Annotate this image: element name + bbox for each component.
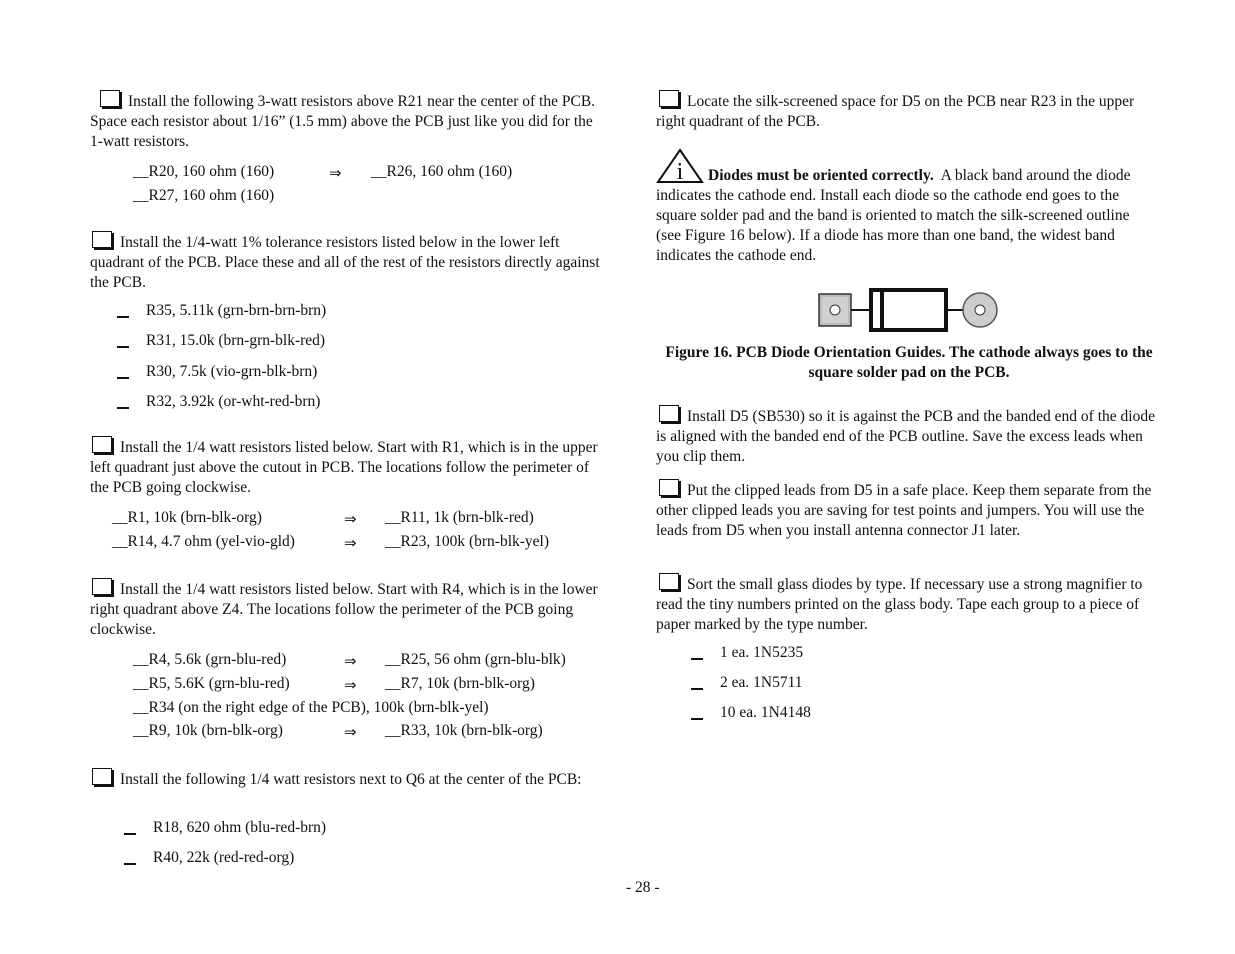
checkbox[interactable] <box>659 479 679 496</box>
arrow-icon: ⇒ <box>329 164 342 182</box>
list-item: __R5, 5.6K (grn-blu-red) <box>133 675 290 692</box>
svg-text:i: i <box>676 159 684 184</box>
checkbox[interactable] <box>659 90 679 107</box>
page-number: - 28 - <box>626 879 660 896</box>
list-item: __R11, 1k (brn-blk-red) <box>385 509 534 526</box>
list-item: 2 ea. 1N5711 <box>691 673 803 693</box>
arrow-icon: ⇒ <box>344 676 357 694</box>
section-3watt-instructions <box>90 90 600 152</box>
list-item: __R26, 160 ohm (160) <box>371 163 513 180</box>
section-install-d5 <box>656 405 1156 467</box>
checkline[interactable] <box>124 863 136 865</box>
warning-info-icon <box>656 148 704 184</box>
section-sort-diodes <box>656 573 1156 635</box>
list-item: 10 ea. 1N4148 <box>691 703 811 723</box>
checkbox[interactable] <box>659 405 679 422</box>
section-text: Install the following 1/4 watt resistors next to Q6 at the center of the PCB: <box>120 771 582 788</box>
list-item: R31, 15.0k (brn-grn-blk-red) <box>117 331 325 351</box>
section-text: Install D5 (SB530) so it is against the PCB and the banded end of the diode is aligned with the banded end of the PCB outline. Save the excess leads when you clip them. <box>656 408 1155 465</box>
arrow-icon: ⇒ <box>344 723 357 741</box>
section-text: Locate the silk-screened space for D5 on the PCB near R23 in the upper right quadrant of the PCB. <box>656 93 1135 130</box>
arrow-icon: ⇒ <box>344 510 357 528</box>
checkline[interactable] <box>117 316 129 318</box>
section-text: Install the 1/4-watt 1% tolerance resistors listed below in the lower left quadrant of the PCB. Place these and all of the rest of the resistors directly against the PCB. <box>90 234 600 291</box>
list-item: __R1, 10k (brn-blk-org) <box>112 509 262 526</box>
section-q6-resistors <box>90 768 600 790</box>
warning-title: Diodes must be oriented correctly. <box>708 167 934 184</box>
list-item: __R27, 160 ohm (160) <box>133 187 275 204</box>
checkline[interactable] <box>117 407 129 409</box>
checkbox[interactable] <box>92 436 112 453</box>
list-item: __R33, 10k (brn-blk-org) <box>385 722 543 739</box>
checkbox[interactable] <box>659 573 679 590</box>
arrow-icon: ⇒ <box>344 652 357 670</box>
diode-orientation-figure <box>816 286 1002 336</box>
checkline[interactable] <box>117 346 129 348</box>
list-item: __R4, 5.6k (grn-blu-red) <box>133 651 287 668</box>
checkbox[interactable] <box>92 578 112 595</box>
list-item: 1 ea. 1N5235 <box>691 643 803 663</box>
checkline[interactable] <box>124 833 136 835</box>
checkbox[interactable] <box>92 231 112 248</box>
section-locate-d5 <box>656 90 1156 132</box>
section-r4-clockwise <box>90 578 600 640</box>
section-clipped-leads <box>656 479 1156 541</box>
checkbox[interactable] <box>92 768 112 785</box>
warning-diode-orientation <box>656 148 1156 266</box>
section-text: Install the following 3-watt resistors above R21 near the center of the PCB. Space each resistor about 1/16” (1.5 mm) above the PCB just like you did for the 1-watt resistors. <box>90 93 596 150</box>
section-text: Put the clipped leads from D5 in a safe place. Keep them separate from the other clipped leads you are saving for test points and jumpers. You will use the leads from D5 when you install antenna connector J1 later. <box>656 482 1152 539</box>
checkbox[interactable] <box>100 90 120 107</box>
warning-text: A black band around the diode indicates the cathode end. Install each diode so the cathode end goes to the square solder pad and the band is oriented to match the silk-screened outline (see Figure 16 below). If a diode has more than one band, the widest band indicates the cathode end. <box>656 167 1131 264</box>
list-item: R35, 5.11k (grn-brn-brn-brn) <box>117 301 326 321</box>
section-quarter-watt-1pct <box>90 231 600 293</box>
list-item: R18, 620 ohm (blu-red-brn) <box>124 818 326 838</box>
list-item: __R23, 100k (brn-blk-yel) <box>385 533 550 550</box>
section-r1-clockwise <box>90 436 600 498</box>
checkline[interactable] <box>691 658 703 660</box>
checkline[interactable] <box>691 688 703 690</box>
list-item: __R25, 56 ohm (grn-blu-blk) <box>385 651 566 668</box>
list-item: R32, 3.92k (or-wht-red-brn) <box>117 392 320 412</box>
arrow-icon: ⇒ <box>344 534 357 552</box>
list-item: __R34 (on the right edge of the PCB), 100k (brn-blk-yel) <box>133 699 489 716</box>
list-item: __R14, 4.7 ohm (yel-vio-gld) <box>112 533 295 550</box>
list-item: R30, 7.5k (vio-grn-blk-brn) <box>117 362 317 382</box>
section-text: Install the 1/4 watt resistors listed below. Start with R4, which is in the lower right quadrant above Z4. The locations follow the perimeter of the PCB going clockwise. <box>90 581 598 638</box>
section-text: Install the 1/4 watt resistors listed below. Start with R1, which is in the upper left quadrant just above the cutout in PCB. The locations follow the perimeter of the PCB going clockwise. <box>90 439 598 496</box>
section-text: Sort the small glass diodes by type. If necessary use a strong magnifier to read the tiny numbers printed on the glass body. Tape each group to a piece of paper marked by the type number. <box>656 576 1143 633</box>
list-item: R40, 22k (red-red-org) <box>124 848 294 868</box>
figure-caption: Figure 16. PCB Diode Orientation Guides. The cathode always goes to the square solder pad on the PCB. <box>665 344 1153 381</box>
list-item: __R20, 160 ohm (160) <box>133 163 275 180</box>
list-item: __R7, 10k (brn-blk-org) <box>385 675 535 692</box>
checkline[interactable] <box>117 377 129 379</box>
checkline[interactable] <box>691 718 703 720</box>
list-item: __R9, 10k (brn-blk-org) <box>133 722 283 739</box>
